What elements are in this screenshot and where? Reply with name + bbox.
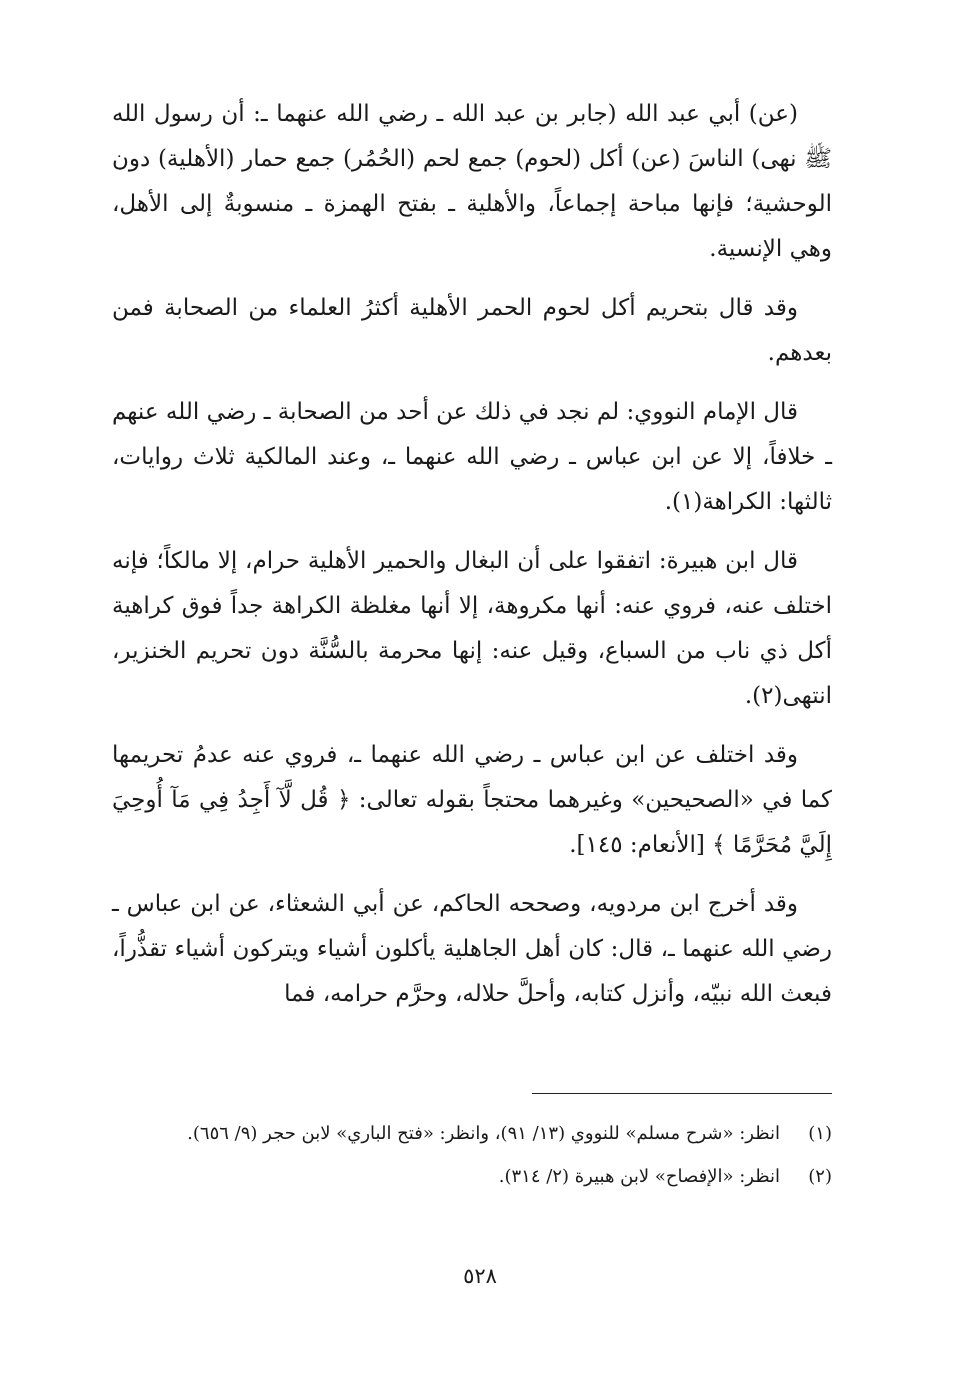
footnotes xyxy=(112,1118,832,1204)
paragraph-1: (عن) أبي عبد الله (جابر بن عبد الله ـ رضي الله عنهما ـ: أن رسول الله ﷺ نهى) الناسَ (عن) أكل (لحوم) جمع لحم (الحُمُر) جمع حمار (الأهلية) دون الوحشية؛ فإنها مباحة إجماعاً، والأهلية ـ بفتح الهمزة ـ منسوبةٌ إلى الأهل، وهي الإنسية. xyxy=(112,101,832,262)
footnote-number: (٢) xyxy=(808,1166,832,1187)
footnote-1 xyxy=(112,1118,832,1149)
footnote-2 xyxy=(112,1161,832,1192)
paragraph-3: قال الإمام النووي: لم نجد في ذلك عن أحد من الصحابة ـ رضي الله عنهم ـ خلافاً، إلا عن ابن عباس ـ رضي الله عنهما ـ، وعند المالكية ثلاث روايات، ثالثها: الكراهة(١). xyxy=(112,399,832,515)
main-text xyxy=(112,92,832,1031)
paragraph-4: قال ابن هبيرة: اتفقوا على أن البغال والحمير الأهلية حرام، إلا مالكاً؛ فإنه اختلف عنه، فروي عنه: أنها مكروهة، إلا أنها مغلظة الكراهة جداً فوق كراهية أكل ذي ناب من السباع، وقيل عنه: إنها محرمة بالسُّنَّة دون تحريم الخنزير، انتهى(٢). xyxy=(112,548,832,709)
paragraph-6: وقد أخرج ابن مردويه، وصححه الحاكم، عن أبي الشعثاء، عن ابن عباس ـ رضي الله عنهما ـ، قال: كان أهل الجاهلية يأكلون أشياء ويتركون أشياء تقذُّراً، فبعث الله نبيّه، وأنزل كتابه، وأحلَّ حلاله، وحرَّم حرامه، فما xyxy=(112,891,832,1007)
footnote-text: انظر: «شرح مسلم» للنووي (١٣/ ٩١)، وانظر: «فتح الباري» لابن حجر (٩/ ٦٥٦). xyxy=(187,1123,780,1144)
footnote-divider xyxy=(532,1093,832,1094)
paragraph-2: وقد قال بتحريم أكل لحوم الحمر الأهلية أكثرُ العلماء من الصحابة فمن بعدهم. xyxy=(112,295,832,366)
paragraph-5: وقد اختلف عن ابن عباس ـ رضي الله عنهما ـ، فروي عنه عدمُ تحريمها كما في «الصحيحين» وغيرهما محتجاً بقوله تعالى: ﴿ قُل لَّآ أَجِدُ فِي مَآ أُوحِيَ إِلَيَّ مُحَرَّمًا ﴾ [الأنعام: ١٤٥]. xyxy=(112,742,832,858)
footnote-number: (١) xyxy=(808,1123,832,1144)
footnote-text: انظر: «الإفصاح» لابن هبيرة (٢/ ٣١٤). xyxy=(498,1166,780,1187)
page-number: ٥٢٨ xyxy=(463,1264,497,1288)
